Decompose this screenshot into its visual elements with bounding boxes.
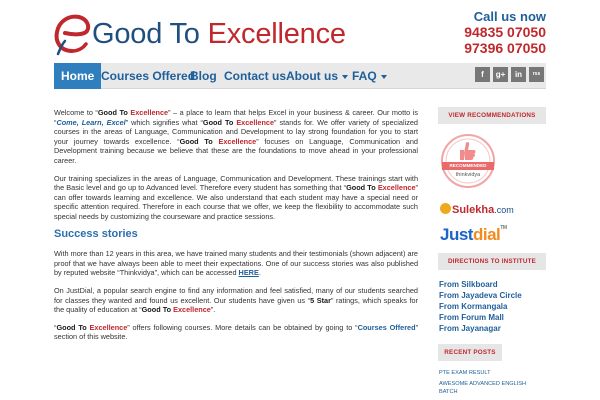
directions-list	[439, 279, 522, 334]
brand-excellence: Excellence	[212, 136, 257, 146]
nav-home-label: Home	[61, 69, 95, 83]
text: ” ratings, which speaks for the quality of education at “	[54, 295, 419, 315]
call-title: Call us now	[473, 9, 546, 24]
linkedin-icon[interactable]: in	[511, 67, 526, 82]
logo-text	[92, 18, 346, 51]
direction-link-jayadeva[interactable]: From Jayadeva Circle	[439, 291, 522, 300]
nav-about-label: About us	[286, 69, 338, 83]
text: ” offers following courses. More details can be obtained by going to “	[127, 322, 358, 332]
brand-good-to: Good To	[179, 136, 213, 146]
courses-paragraph	[54, 323, 418, 342]
justdial-tm: TM	[500, 225, 507, 231]
brand-good-to: Good To	[56, 322, 87, 332]
text: On JustDial, a popular search engine to find any information and feel satisfied, many of our students searched for classes they wanted and found us excellent. Our students have given us “	[54, 285, 418, 305]
nav-faq[interactable]	[352, 63, 387, 89]
sulekha-icon	[440, 203, 451, 214]
sulekha-text: Sulekha	[452, 204, 495, 216]
recent-posts-list	[439, 369, 526, 396]
success-stories-heading: Success stories	[54, 227, 138, 240]
nav-courses-label: Courses Offered	[101, 69, 196, 83]
brand-excellence: Excellence	[86, 322, 128, 332]
five-star-rating: 5 Star	[310, 295, 331, 305]
nav-home[interactable]	[54, 63, 101, 89]
logo-e-icon	[52, 11, 92, 57]
justdial-logo[interactable]	[440, 225, 507, 245]
recent-post-link[interactable]: PTE EXAM RESULT	[439, 370, 491, 376]
justdial-text-2: dial	[472, 225, 501, 244]
text: “	[54, 322, 57, 332]
courses-offered-link[interactable]: Courses Offered	[357, 322, 416, 332]
brand-excellence: Excellence	[127, 108, 169, 117]
nav-contact-label: Contact us	[224, 69, 287, 83]
phone-number-2[interactable]: 97396 07050	[464, 40, 546, 56]
chevron-down-icon	[381, 75, 387, 79]
text: Welcome to “	[54, 108, 98, 117]
sulekha-domain: .com	[494, 205, 514, 215]
text: ” section of this website.	[54, 322, 418, 342]
direction-link-jayanagar[interactable]: From Jayanagar	[439, 324, 501, 333]
main-nav	[54, 63, 546, 89]
text: .	[258, 268, 261, 278]
brand-good-to: Good To	[346, 183, 376, 193]
here-link[interactable]: HERE	[238, 268, 259, 278]
direction-link-kormangala[interactable]: From Kormangala	[439, 302, 508, 311]
text: ” – a place to learn that helps Excel in your business & career. Our motto is “	[54, 108, 418, 127]
motto: Come, Learn, Excel	[56, 117, 126, 127]
recommended-badge-icon	[440, 133, 496, 189]
brand-good-to: Good To	[202, 117, 234, 127]
justdial-text-1: Just	[440, 225, 473, 244]
badge-brand: thinkvidya	[455, 172, 481, 178]
logo-text-part2: Excellence	[207, 18, 346, 50]
chevron-down-icon	[342, 75, 348, 79]
text: Our training specializes in the areas of Language, Communication and Development. These trainings start with the Basic level and go up to Advanced level. Therefore every student has something that “	[54, 173, 418, 193]
text: ”.	[210, 305, 216, 315]
brand-excellence: Excellence	[233, 117, 275, 127]
brand-good-to: Good To	[97, 108, 128, 117]
directions-heading: DIRECTIONS TO INSTITUTE	[438, 253, 546, 270]
direction-link-forum-mall[interactable]: From Forum Mall	[439, 313, 504, 322]
rss-icon[interactable]: rss	[529, 67, 544, 82]
brand-excellence: Excellence	[375, 183, 416, 193]
nav-blog-label: Blog	[190, 69, 217, 83]
nav-faq-label: FAQ	[352, 69, 377, 83]
facebook-icon[interactable]: f	[475, 67, 490, 82]
training-paragraph	[54, 174, 418, 222]
googleplus-icon[interactable]: g+	[493, 67, 508, 82]
nav-contact-us[interactable]	[224, 63, 286, 89]
text: ” focuses on Language, Communication and Development training because we believe that these are the foundations to move ahead in your professional career.	[54, 136, 418, 165]
text: With more than 12 years in this area, we have trained many students and their testimonials (shown adjacent) are proof that we have always been able to meet their expectations. One of our success stories was also published by reputed website “Thinkvidya”, which can be accessed	[54, 249, 418, 278]
text: ” which signifies what “	[125, 117, 203, 127]
text: ” can offer towards learning and excellence. We also understand that each student may have a special need or specific attention required. Therefore in each course that we offer, we keep the flexibility to accommodate such special needs by customizing the courseware and practice sessions.	[54, 183, 418, 221]
nav-about-us[interactable]	[286, 63, 348, 89]
call-block	[464, 9, 546, 56]
phone-number-1[interactable]: 94835 07050	[464, 24, 546, 40]
justdial-paragraph	[54, 286, 418, 315]
nav-courses-offered[interactable]	[101, 63, 195, 89]
view-recommendations-heading[interactable]: VIEW RECOMMENDATIONS	[438, 107, 546, 124]
thinkvidya-recommended-badge[interactable]	[440, 133, 496, 189]
success-paragraph	[54, 249, 418, 278]
main-content	[54, 108, 418, 350]
sidebar	[438, 107, 546, 395]
nav-blog[interactable]	[190, 63, 217, 89]
sulekha-logo[interactable]	[440, 203, 514, 216]
badge-recommended-label: RECOMMENDED	[442, 162, 494, 170]
brand-good-to: Good To	[141, 305, 172, 315]
logo-text-part1: Good To	[92, 18, 200, 50]
intro-paragraph	[54, 108, 418, 166]
site-logo[interactable]	[52, 11, 346, 59]
recent-posts-heading: RECENT POSTS	[438, 344, 502, 361]
recent-post-link[interactable]: BATCH	[439, 389, 458, 395]
brand-excellence: Excellence	[171, 305, 211, 315]
text: ” stands for. We offer variety of specialized courses in the areas of Language, Communication and Development to lay strong foundation for you to start your journey towards excellence. “	[54, 117, 418, 146]
recent-post-link[interactable]: AWESOME ADVANCED ENGLISH	[439, 381, 527, 387]
direction-link-silkboard[interactable]: From Silkboard	[439, 280, 498, 289]
